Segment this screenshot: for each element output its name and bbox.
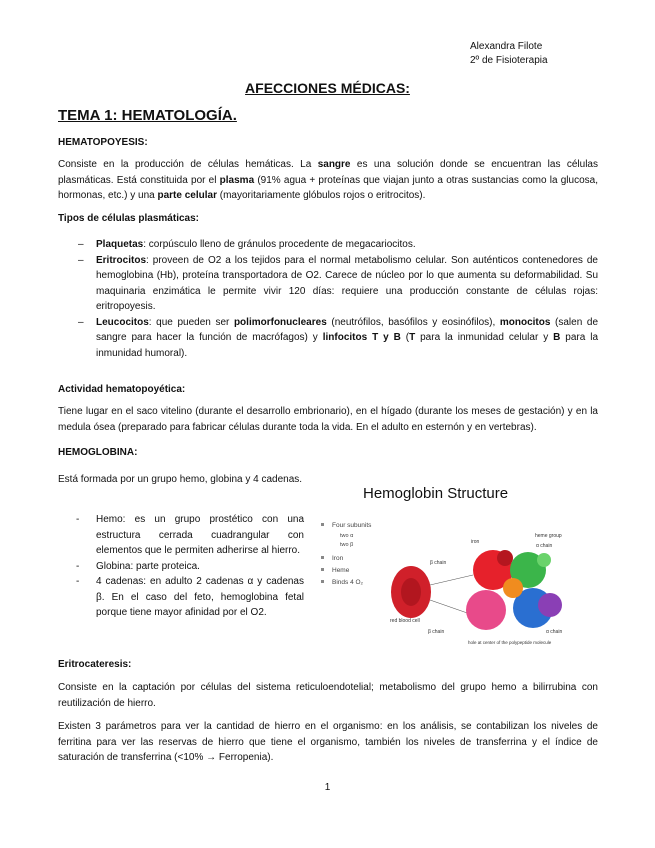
label-alpha-chain-2: α chain bbox=[546, 629, 563, 635]
list-item-leucocitos: – Leucocitos: que pueden ser polimorfonucleares (neutrófilos, basófilos y eosinófilos), monocitos (salen de sangre para hacer la función de macrófagos) y linfocitos T y B (T para la inmunidad celular y B para la inmunidad humoral). bbox=[58, 315, 598, 362]
label-hole: hole at center of the polypeptide molecule bbox=[468, 640, 552, 645]
eritrocateresis-heading: Eritrocateresis: bbox=[58, 659, 132, 670]
label-red-blood-cell: red blood cell bbox=[390, 618, 420, 624]
cell-types-list bbox=[58, 237, 598, 361]
figure-bullet-0: Four subunits bbox=[332, 522, 372, 529]
list-item-cadenas: - 4 cadenas: en adulto 2 cadenas α y cadenas β. En el caso del feto, hemoglobina fetal porque tiene mayor afinidad por el O2. bbox=[58, 574, 304, 621]
list-item-eritrocitos: – Eritrocitos: proveen de O2 a los tejidos para el normal metabolismo celular. Son auténticos contenedores de hemoglobina (Hb), proteína transportadora de O2. Carece de núcleo por lo que aumenta su deformabilidad. Su maquinaria enzimática le permite vivir 120 días: requiere una producción constante de células rojas: eritropoyesis. bbox=[58, 253, 598, 315]
eritrocateresis-p2: Existen 3 parámetros para ver la cantidad de hierro en el organismo: en los análisis, se contabilizan los niveles de ferritina para ver las reservas de hierro que tiene el organismo, también los niveles de transferrina y el índice de saturación de transferrina (<10% → Ferropenia). bbox=[58, 721, 598, 763]
actividad-text: Tiene lugar en el saco vitelino (durante el desarrollo embrionario), en el hígado (durante los meses de gestación) y en la medula ósea (preparado para fabricar células durante toda la vida. En el adulto en esternón y en vertebras). bbox=[58, 406, 598, 433]
hematopoyesis-intro: Consiste en la producción de células hemáticas. La sangre es una solución donde se encuentran las células plasmáticas. Está constituida por el plasma (91% agua + proteínas que viajan junto a otras sustancias como la glucosa, hormonas, etc.) y una parte celular (mayoritariamente glóbulos rojos o eritrocitos). bbox=[58, 159, 598, 201]
figure-bullet-1: two α bbox=[340, 533, 354, 539]
author-course: 2º de Fisioterapia bbox=[470, 55, 548, 66]
label-beta-chain: β chain bbox=[430, 560, 447, 566]
label-heme: heme group bbox=[535, 533, 562, 539]
eritrocateresis-p1: Consiste en la captación por células del sistema reticuloendotelial; metabolismo del grupo hemo a bilirrubina con reutilización de hierro. bbox=[58, 682, 598, 709]
figure-bullet-4: Heme bbox=[332, 567, 350, 574]
figure-bullets bbox=[321, 522, 372, 586]
list-item-plaquetas: – Plaquetas: corpúsculo lleno de gránulos procedente de megacariocitos. bbox=[58, 237, 598, 253]
label-alpha-chain: α chain bbox=[536, 543, 553, 549]
page-number: 1 bbox=[324, 782, 331, 793]
document-title: AFECCIONES MÉDICAS: bbox=[245, 80, 410, 96]
section-title: TEMA 1: HEMATOLOGÍA. bbox=[58, 107, 237, 124]
list-item-hemo: - Hemo: es un grupo prostético con una estructura cerrada cuadrangular con elementos que le permiten adherirse al hierro. bbox=[58, 512, 304, 559]
actividad-heading: Actividad hematopoyética: bbox=[58, 384, 186, 395]
author-block bbox=[470, 40, 562, 68]
hemoglobin-illustration bbox=[318, 480, 576, 656]
list-item-globina: - Globina: parte proteica. bbox=[58, 559, 304, 575]
label-iron: iron bbox=[471, 539, 480, 545]
hemoglobina-heading: HEMOGLOBINA: bbox=[58, 447, 138, 458]
hematopoyesis-heading: HEMATOPOYESIS: bbox=[58, 137, 148, 148]
figure-title: Hemoglobin Structure bbox=[363, 485, 509, 502]
figure-bullet-5: Binds 4 O₂ bbox=[332, 579, 364, 586]
hemoglobin-structure-figure bbox=[318, 480, 576, 656]
hemoglobina-intro: Está formada por un grupo hemo, globina y 4 cadenas. bbox=[58, 474, 303, 485]
hemoglobin-molecule bbox=[466, 550, 562, 630]
author-name: Alexandra Filote bbox=[470, 41, 543, 52]
hemoglobina-list bbox=[58, 512, 304, 621]
figure-bullet-3: Iron bbox=[332, 555, 344, 562]
label-beta-chain-2: β chain bbox=[428, 629, 445, 635]
figure-bullet-2: two β bbox=[340, 542, 354, 548]
cell-types-heading: Tipos de células plasmáticas: bbox=[58, 213, 199, 224]
